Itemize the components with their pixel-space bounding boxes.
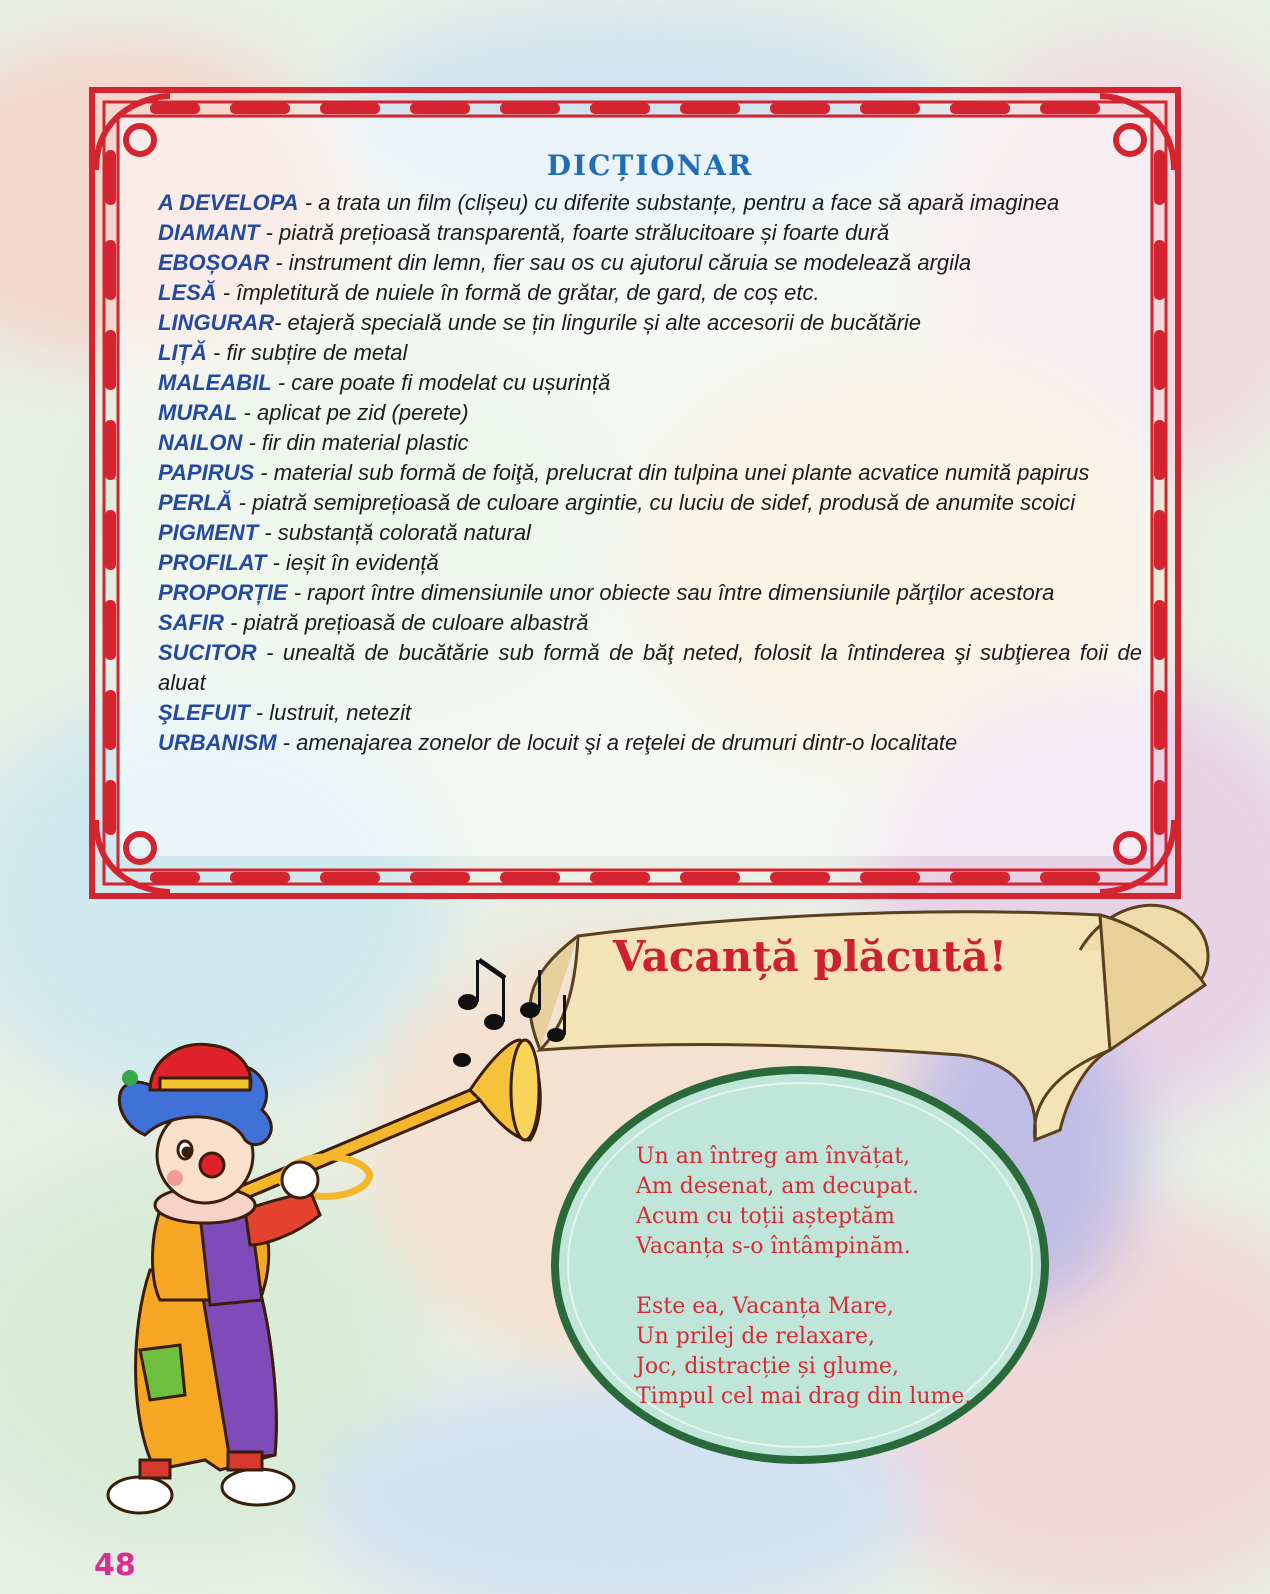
definition: - amenajarea zonelor de locuit şi a reţelei de drumuri dintr-o localitate [276,730,958,755]
poem-line: Acum cu toții așteptăm [636,1204,895,1229]
term: ŞLEFUIT [158,700,250,725]
banner-title: Vacanță plăcută! [612,932,1008,981]
term: PIGMENT [158,520,259,545]
definition: - a trata un film (clișeu) cu diferite substanțe, pentru a face să apară imaginea [298,190,1060,215]
poem-line: Joc, distracție și glume, [636,1354,899,1379]
definition: - substanță colorată natural [258,520,531,545]
definition: - fir din material plastic [242,430,469,455]
definition: - instrument din lemn, fier sau os cu ajutorul căruia se modelează argila [269,250,972,275]
definition: - raport între dimensiunile unor obiecte sau între dimensiunile părţilor acestora [287,580,1055,605]
term: MURAL [158,400,238,425]
definition: - fir subțire de metal [206,340,408,365]
term: EBOȘOAR [158,250,270,275]
definition: - piatră prețioasă de culoare albastră [224,610,589,635]
term: LIȚĂ [158,340,207,365]
term: A DEVELOPA [158,190,299,215]
poem-line: Vacanța s-o întâmpinăm. [636,1234,911,1259]
definition: - piatră prețioasă transparentă, foarte strălucitoare și foarte dură [259,220,890,245]
poem-line: Timpul cel mai drag din lume. [636,1384,972,1409]
term: LINGURAR [158,310,275,335]
term: PROFILAT [158,550,267,575]
definition: - piatră semiprețioasă de culoare argintie, cu luciu de sidef, produsă de anumite scoici [232,490,1076,515]
poem-line: Este ea, Vacanța Mare, [636,1294,895,1319]
poem-line: Am desenat, am decupat. [636,1174,919,1199]
definition: - unealtă de bucătărie sub formă de băţ neted, folosit la întinderea şi subţierea foii de aluat [158,640,1142,695]
term: MALEABIL [158,370,272,395]
dictionary-title: DICȚIONAR [546,149,754,182]
definition: - care poate fi modelat cu ușurință [271,370,611,395]
term: NAILON [158,430,243,455]
term: LESĂ [158,280,217,305]
definition: - lustruit, netezit [249,700,412,725]
poem-line: Un prilej de relaxare, [636,1324,876,1349]
poem-line: Un an întreg am învățat, [636,1144,911,1169]
definition: - etajeră specială unde se țin lingurile și alte accesorii de bucătărie [274,310,922,335]
term: PERLĂ [158,490,233,515]
term: URBANISM [158,730,277,755]
term: SUCITOR [158,640,257,665]
term: SAFIR [158,610,224,635]
term: PAPIRUS [158,460,255,485]
definition: - material sub formă de foiţă, prelucrat din tulpina unei plante acvatice numită papirus [254,460,1090,485]
page-number: 48 [94,1548,136,1583]
term: PROPORȚIE [158,580,288,605]
term: DIAMANT [158,220,260,245]
definition: - ieșit în evidență [266,550,439,575]
definition: - aplicat pe zid (perete) [237,400,469,425]
definition: - împletitură de nuiele în formă de grătar, de gard, de coș etc. [216,280,820,305]
